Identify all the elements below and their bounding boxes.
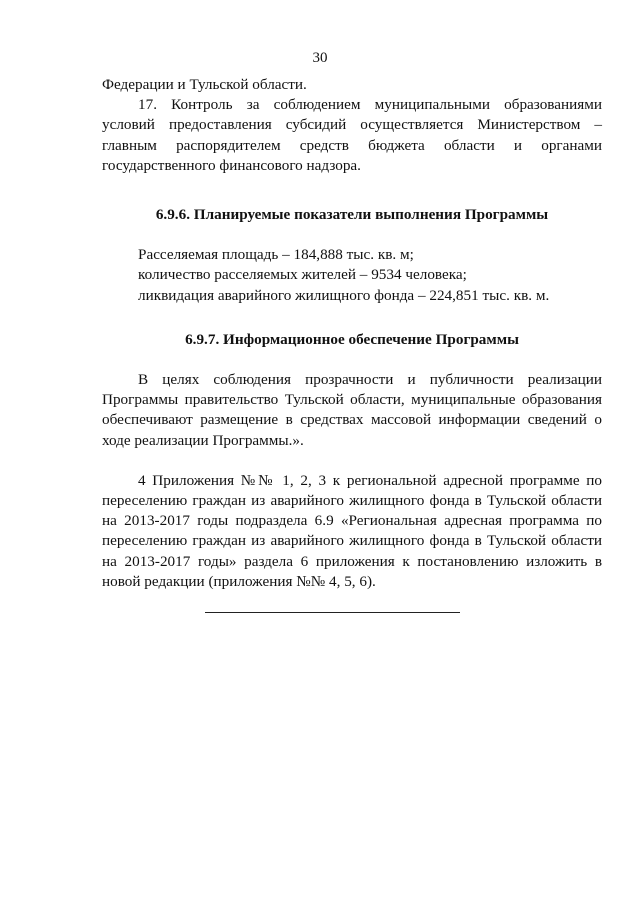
section-heading-6-9-6: 6.9.6. Планируемые показатели выполнения Программы xyxy=(155,206,549,224)
page-number: 30 xyxy=(312,50,328,66)
indicator-line: ликвидация аварийного жилищного фонда – 224,851 тыс. кв. м. xyxy=(138,286,550,304)
paragraph-item-4: 4 Приложения №№ 1, 2, 3 к региональной адресной программе по переселению граждан из аварийного жилищного фонда в Тульской области на 2013-2017 годы подраздела 6.9 «Региональная адресная программа по переселению граждан из аварийного жилищного фонда в Тульской области на 2013-2017 годы» раздела 6 приложения к постановлению изложить в новой редакции (приложения №№ 4, 5, 6). xyxy=(102,471,602,590)
indicator-line: Расселяемая площадь – 184,888 тыс. кв. м; xyxy=(138,246,414,264)
section-heading-6-9-7: 6.9.7. Информационное обеспечение Программы xyxy=(185,330,519,348)
indicator-line: количество расселяемых жителей – 9534 человека; xyxy=(138,266,467,284)
paragraph-item-17: 17. Контроль за соблюдением муниципальными образованиями условий предоставления субсидий осуществляется Министерством – главным распорядителем средств бюджета области и органами государственного финансового надзора. xyxy=(102,96,602,174)
document-body xyxy=(102,75,602,592)
paragraph-gap xyxy=(102,451,602,471)
paragraph-information: В целях соблюдения прозрачности и публичности реализации Программы правительство Тульской области, муниципальные образования обеспечивают размещение в средствах массовой информации сведений о ходе реализации Программы.». xyxy=(102,371,602,449)
continuation-text: Федерации и Тульской области. xyxy=(102,76,307,93)
horizontal-rule xyxy=(205,612,460,613)
